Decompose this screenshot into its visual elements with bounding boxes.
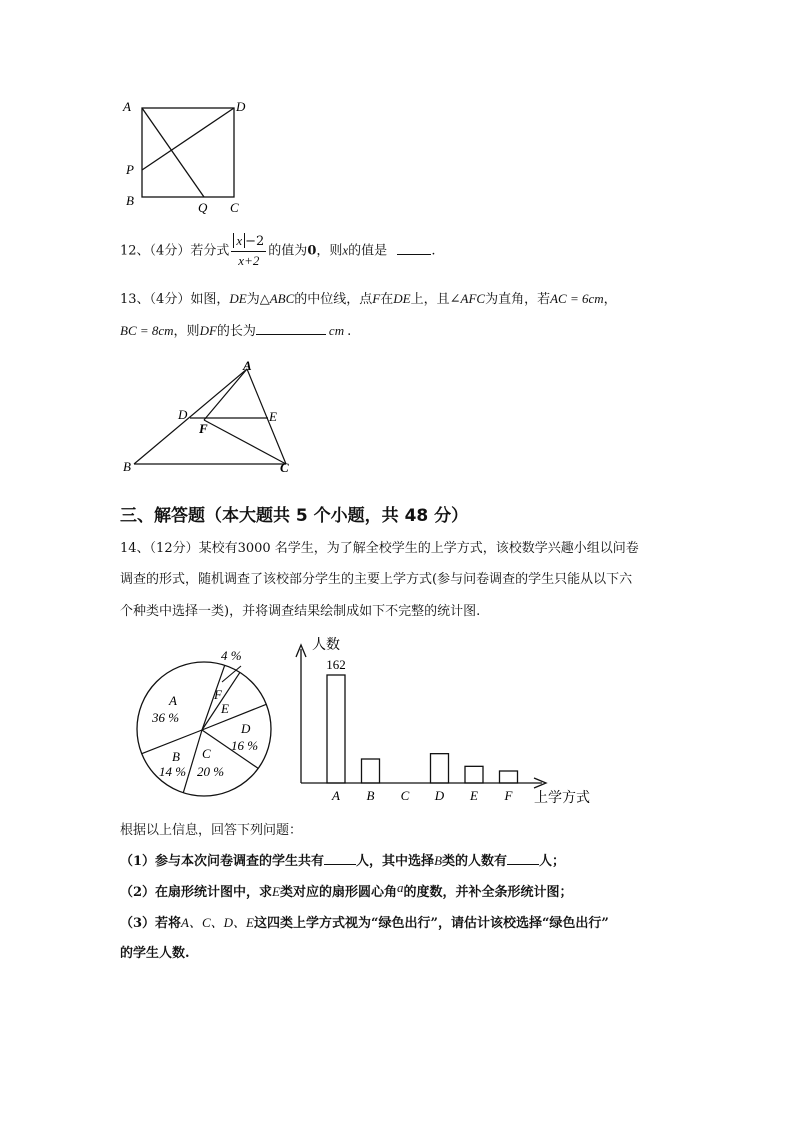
q12-zero: 0 <box>307 243 317 259</box>
q14-p3-letters: A、C、D、E <box>181 915 254 930</box>
square-figure <box>118 95 258 220</box>
label-q: Q <box>198 200 208 215</box>
tri-label-f: F <box>199 421 208 436</box>
q12-score: （4分） <box>149 243 191 259</box>
q14-line3: 个种类中选择一类)，并将调查结果绘制成如下不完整的统计图. <box>120 604 481 619</box>
bar-f <box>500 771 518 783</box>
q12-var: x <box>342 242 349 258</box>
bar-value-label-a: 162 <box>326 657 346 672</box>
bar-b <box>362 759 380 783</box>
side-ac <box>247 369 286 464</box>
q14-p1d: 人； <box>539 854 566 869</box>
bar-d <box>431 754 449 783</box>
segment-af <box>204 369 247 420</box>
pie-label-a-percent: 36 % <box>152 710 180 725</box>
label-a: A <box>123 99 131 114</box>
x-tick-label-f: F <box>504 788 513 803</box>
q12-numerator <box>231 232 266 252</box>
pie-label-c-percent: 20 % <box>197 764 225 779</box>
x-tick-label-e: E <box>470 788 478 803</box>
section-3-title: 三、解答题（本大题共 5 个小题，共 48 分） <box>120 506 469 526</box>
q13-t5: 上，且 <box>410 292 450 307</box>
pie-label-b: B <box>172 749 180 764</box>
label-c: C <box>230 200 239 215</box>
q14-p3a: （3）若将 <box>120 916 182 931</box>
q13-t6: 为直角，若 <box>485 292 551 307</box>
pie-label-e: E <box>221 701 229 716</box>
x-axis-label: 上学方式 <box>534 791 590 806</box>
q13-df: DF <box>199 323 217 338</box>
q14-p1-b-blank[interactable] <box>507 852 539 865</box>
q13-unit: cm <box>328 323 345 338</box>
tri-label-e: E <box>269 409 277 424</box>
pie-label-b-percent: 14 % <box>159 764 187 779</box>
q12-suffix: 的值是 <box>348 243 388 259</box>
q14-p1-total-blank[interactable] <box>324 852 356 865</box>
question-12 <box>120 232 435 270</box>
x-tick-label-b: B <box>366 788 375 803</box>
q13-ac: AC = 6cm <box>550 291 604 306</box>
triangle-figure <box>118 358 318 488</box>
q12-answer-blank[interactable] <box>397 242 431 255</box>
q14-p1c: 类的人数有 <box>442 854 508 869</box>
q14-part3-cont: 的学生人数. <box>120 946 190 961</box>
label-d: D <box>236 99 246 114</box>
x-tick-label-a: A <box>332 788 340 803</box>
y-axis-label: 人数 <box>312 638 340 653</box>
question-13-line2 <box>120 322 351 341</box>
q14-p2b: 类对应的扇形圆心角 <box>280 885 398 900</box>
pie-label-f: F <box>214 687 222 702</box>
q13-angle: ∠AFC <box>449 291 486 306</box>
q13-t3: 的中位线，点 <box>294 292 373 307</box>
segment-pd <box>142 108 234 170</box>
tri-label-b: B <box>123 459 131 474</box>
q14-p1-b: B <box>434 853 443 868</box>
pie-label-a: A <box>169 693 177 708</box>
segment-aq <box>142 108 204 197</box>
q12-prefix: 若分式 <box>190 243 230 259</box>
pie-label-f-percent: 4 % <box>221 648 242 663</box>
q13-triangle: △ABC <box>259 291 295 306</box>
x-tick-label-c: C <box>400 788 410 803</box>
q13-score: （4分） <box>149 292 191 307</box>
q14-p2c: 的度数，并补全条形统计图； <box>403 885 573 900</box>
q14-line1: 14、（12分）某校有3000 名学生，为了解全校学生的上学方式，该校数学兴趣小组以问卷 <box>120 541 639 556</box>
q14-p2a: （2）在扇形统计图中，求 <box>120 885 273 900</box>
pie-divider-b <box>183 730 202 793</box>
q13-number: 13、 <box>120 292 150 307</box>
label-b: B <box>126 193 134 208</box>
tri-label-a: A <box>243 358 252 373</box>
q12-minus-two: −2 <box>245 234 265 249</box>
q14-p2-e: E <box>272 884 280 899</box>
tri-label-d: D <box>178 407 188 422</box>
label-p: P <box>126 162 134 177</box>
q14-part1 <box>120 852 565 871</box>
q14-p1a: （1）参与本次问卷调查的学生共有 <box>120 854 325 869</box>
q14-line2: 调查的形式，随机调查了该校部分学生的主要上学方式(参与问卷调查的学生只能从以下六 <box>120 572 633 587</box>
q13-answer-blank[interactable] <box>256 322 326 335</box>
q14-intro: 根据以上信息，回答下列问题： <box>120 823 303 838</box>
q14-part2 <box>120 880 573 902</box>
q13-f: F <box>372 291 381 306</box>
pie-chart <box>128 640 288 805</box>
q13-t7: ，则 <box>173 324 200 339</box>
q13-de: DE <box>229 291 247 306</box>
tri-label-c: C <box>280 460 289 475</box>
q13-t2: 为 <box>246 292 260 307</box>
q13-t8: 的长为 <box>216 324 256 339</box>
q13-comma: ， <box>603 292 617 307</box>
q12-middle: 的值为 <box>268 243 308 259</box>
q12-fraction <box>231 232 266 270</box>
pie-label-d: D <box>241 721 251 736</box>
q12-denominator: x+2 <box>238 253 260 268</box>
square-abcd <box>142 108 234 197</box>
q13-t1: 如图， <box>190 292 230 307</box>
q12-end: . <box>431 243 436 259</box>
bar-chart <box>290 635 610 810</box>
q14-p3b: 这四类上学方式视为“绿色出行”，请估计该校选择“绿色出行” <box>254 916 609 931</box>
q13-bc: BC = 8cm <box>120 323 174 338</box>
q12-abs-x: x <box>233 233 245 248</box>
q14-p2-alpha: a <box>397 880 404 895</box>
pie-label-c: C <box>202 746 211 761</box>
question-13-line1 <box>120 290 617 309</box>
q13-t4: 在 <box>380 292 394 307</box>
x-tick-label-d: D <box>434 788 445 803</box>
q12-middle2: ，则 <box>316 243 343 259</box>
q14-part3 <box>120 914 609 933</box>
bar-e <box>465 766 483 783</box>
q14-p1b: 人，其中选择 <box>356 854 435 869</box>
segment-fc <box>204 420 286 464</box>
q13-de2: DE <box>393 291 411 306</box>
q12-number: 12、 <box>120 243 150 259</box>
bar-a <box>327 675 345 783</box>
side-ab <box>134 369 247 464</box>
pie-divider-d <box>202 704 266 730</box>
pie-label-d-percent: 16 % <box>231 738 259 753</box>
q13-end: . <box>347 324 352 339</box>
